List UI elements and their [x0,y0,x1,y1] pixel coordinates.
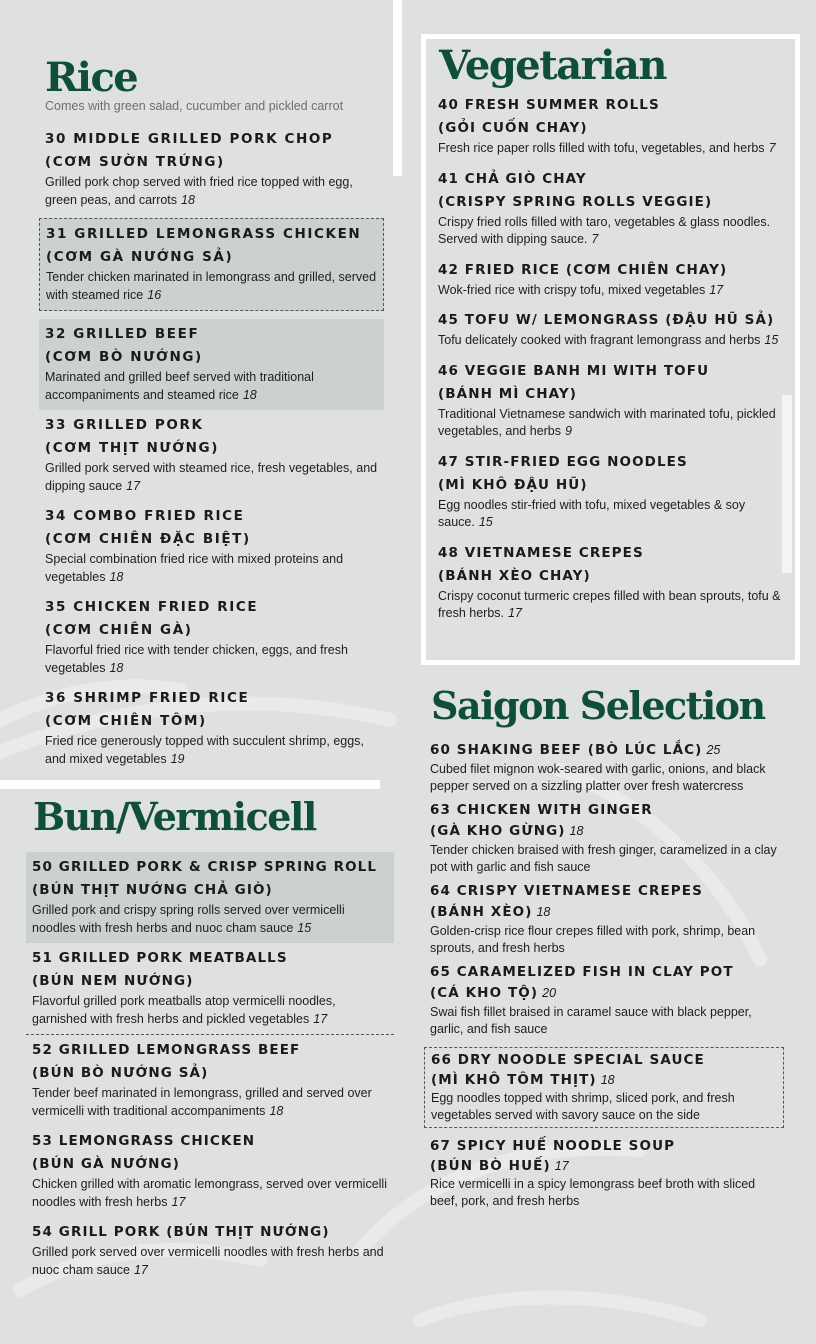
item-price: 7 [768,141,776,155]
item-vietnamese-name: (CÁ KHO TỘ) 20 [430,985,557,1001]
item-name: 64 CRISPY VIETNAMESE CREPES [430,883,703,899]
menu-item [424,1047,784,1128]
item-vietnamese-name: (GỎI CUỐN CHAY) [438,120,588,136]
item-price: 17 [709,282,724,297]
vegetarian-title: Vegetarian [439,42,666,89]
menu-item [39,319,384,410]
item-vietnamese-name: (CƠM CHIÊN GÀ) [45,622,193,638]
menu-item [424,960,784,1041]
item-price: 17 [126,478,141,493]
item-vietnamese-name: (CRISPY SPRING ROLLS VEGGIE) [438,193,713,210]
menu-item [432,356,787,447]
item-description: Egg noodles topped with shrimp, sliced pork, and fresh vegetables served with savory sauce on the side [431,1091,735,1122]
item-name: 46 VEGGIE BANH MI WITH TOFU [438,362,710,379]
menu-item [432,164,787,255]
saigon-title: Saigon Selection [431,683,765,728]
item-description: Swai fish fillet braised in caramel sauce with black pepper, garlic, and fish sauce [430,1005,752,1036]
rice-list [39,124,384,774]
item-vietnamese-name: (BÚN GÀ NƯỚNG) [32,1156,180,1172]
item-description: Flavorful fried rice with tender chicken, eggs, and fresh vegetables 18 [45,643,348,675]
item-description: Grilled pork chop served with fried rice topped with egg, green peas, and carrots 18 [45,175,353,207]
item-price: 7 [591,232,599,246]
menu-item [26,1126,394,1217]
item-vietnamese-name: (MÌ KHÔ ĐẬU HŨ) [438,476,588,493]
menu-item [432,90,787,164]
item-name: 45 TOFU W/ LEMONGRASS (ĐẬU HŨ SẢ) [438,312,775,328]
menu-item [39,410,384,501]
item-price: 18 [569,824,584,838]
item-description: Cubed filet mignon wok-seared with garlic, onions, and black pepper served on a sizzling platter over fresh watercress [430,762,766,793]
item-price: 9 [565,424,572,438]
item-price: 17 [313,1011,328,1026]
menu-item [424,798,784,879]
item-description: Tofu delicately cooked with fragrant lemongrass and herbs 15 [438,333,779,347]
menu-item [26,1035,394,1126]
item-name: 52 GRILLED LEMONGRASS BEEF [32,1042,301,1058]
item-price: 15 [478,515,493,529]
item-name: 36 SHRIMP FRIED RICE [45,690,250,706]
item-price: 18 [269,1103,284,1118]
item-description: Marinated and grilled beef served with traditional accompaniments and steamed rice 18 [45,370,314,402]
menu-item [424,879,784,960]
item-name: 51 GRILLED PORK MEATBALLS [32,950,288,966]
item-name: 48 VIETNAMESE CREPES [438,544,644,561]
menu-item [432,255,787,306]
menu-item [39,501,384,592]
item-name: 30 MIDDLE GRILLED PORK CHOP [45,131,334,147]
item-price: 17 [554,1159,569,1173]
item-name: 35 CHICKEN FRIED RICE [45,599,259,615]
item-price: 20 [542,986,557,1000]
item-description: Crispy coconut turmeric crepes filled with bean sprouts, tofu & fresh herbs. 17 [438,588,781,620]
item-description: Fried rice generously topped with succulent shrimp, eggs, and mixed vegetables 19 [45,734,364,766]
item-price: 18 [600,1073,615,1087]
item-price: 17 [133,1262,148,1277]
menu-item [432,538,787,629]
item-name: 63 CHICKEN WITH GINGER [430,802,653,818]
item-vietnamese-name: (BÚN THỊT NƯỚNG CHẢ GIÒ) [32,882,273,898]
item-vietnamese-name: (BÁNH MÌ CHAY) [438,385,578,402]
item-price: 17 [508,606,522,620]
item-name: 34 COMBO FRIED RICE [45,508,245,524]
item-name: 40 FRESH SUMMER ROLLS [438,97,660,113]
item-name: 33 GRILLED PORK [45,417,204,433]
rice-subtitle: Comes with green salad, cucumber and pickled carrot [45,99,344,113]
item-vietnamese-name: (CƠM SƯỜN TRỨNG) [45,154,225,170]
item-description: Tender chicken marinated in lemongrass and grilled, served with steamed rice 16 [46,270,377,302]
item-description: Crispy fried rolls filled with taro, vegetables & glass noodles. Served with dipping sauce. 7 [438,214,771,246]
item-description: Fresh rice paper rolls filled with tofu, vegetables, and herbs 7 [438,141,776,155]
item-description: Tender chicken braised with fresh ginger, caramelized in a clay pot with garlic and fish sauce [430,843,777,874]
item-price: 18 [242,387,257,402]
item-vietnamese-name: (CƠM CHIÊN TÔM) [45,713,207,729]
item-description: Flavorful grilled pork meatballs atop vermicelli noodles, garnished with fresh herbs and pickled vegetables 17 [32,994,336,1026]
item-price: 15 [764,333,779,347]
item-description: Grilled pork served over vermicelli noodles with fresh herbs and nuoc cham sauce 17 [32,1245,384,1277]
vegetarian-list [432,90,787,629]
item-name: 32 GRILLED BEEF [45,326,200,342]
item-price: 19 [170,751,185,766]
item-price: 18 [109,660,124,675]
item-description: Tender beef marinated in lemongrass, grilled and served over vermicelli with traditional accompaniments 18 [32,1086,372,1118]
item-vietnamese-name: (GÀ KHO GỪNG) 18 [430,823,584,839]
item-name: 42 FRIED RICE (CƠM CHIÊN CHAY) [438,261,728,278]
menu-item [39,683,384,774]
item-description: Chicken grilled with aromatic lemongrass, served over vermicelli noodles with fresh herbs 17 [32,1177,387,1209]
item-price: 18 [109,569,124,584]
item-price: 15 [297,920,312,935]
item-description: Grilled pork and crispy spring rolls served over vermicelli noodles with fresh herbs and nuoc cham sauce 15 [32,903,345,935]
item-price: 25 [706,743,721,757]
item-name: 54 GRILL PORK (BÚN THỊT NƯỚNG) [32,1224,330,1240]
menu-item [39,592,384,683]
item-vietnamese-name: (BÚN NEM NƯỚNG) [32,973,194,989]
top-divider [393,0,402,176]
item-description: Grilled pork served with steamed rice, fresh vegetables, and dipping sauce 17 [45,461,378,493]
item-vietnamese-name: (BÁNH XÈO) 18 [430,904,551,920]
item-description: Golden-crisp rice flour crepes filled with pork, shrimp, bean sprouts, and fresh herbs [430,924,756,955]
item-vietnamese-name: (CƠM GÀ NƯỚNG SẢ) [46,249,234,265]
menu-item [26,1217,394,1285]
item-price: 17 [171,1194,186,1209]
bun-divider [0,780,380,789]
menu-item [432,447,787,538]
item-vietnamese-name: (BÚN BÒ HUẾ) 17 [430,1158,569,1174]
item-name: 53 LEMONGRASS CHICKEN [32,1133,256,1149]
item-name: 66 DRY NOODLE SPECIAL SAUCE [431,1052,705,1068]
saigon-list [424,738,784,1213]
menu-item [39,218,384,311]
item-name: 67 SPICY HUẾ NOODLE SOUP [430,1138,676,1154]
menu-item [424,738,784,798]
item-name: 41 CHẢ GIÒ CHAY [438,170,587,187]
item-name: 31 GRILLED LEMONGRASS CHICKEN [46,226,362,242]
item-vietnamese-name: (BÁNH XÈO CHAY) [438,567,591,584]
item-name: 50 GRILLED PORK & CRISP SPRING ROLL [32,859,378,875]
item-description: Egg noodles stir-fried with tofu, mixed vegetables & soy sauce. 15 [438,497,746,529]
item-name: 47 STIR-FRIED EGG NOODLES [438,453,688,470]
item-description: Special combination fried rice with mixed proteins and vegetables 18 [45,552,344,584]
item-description: Traditional Vietnamese sandwich with marinated tofu, pickled vegetables, and herbs 9 [438,406,776,438]
menu-item [432,305,787,356]
item-description: Wok-fried rice with crispy tofu, mixed vegetables 17 [438,282,724,297]
item-vietnamese-name: (CƠM CHIÊN ĐẶC BIỆT) [45,531,251,547]
item-price: 18 [536,905,551,919]
rice-title: Rice [45,54,138,101]
menu-item [26,943,394,1035]
menu-item [26,852,394,943]
item-vietnamese-name: (MÌ KHÔ TÔM THỊT) 18 [431,1072,615,1088]
bun-list [26,852,394,1285]
item-vietnamese-name: (CƠM THỊT NƯỚNG) [45,440,219,456]
item-description: Rice vermicelli in a spicy lemongrass beef broth with sliced beef, pork, and fresh herbs [430,1177,756,1208]
item-price: 16 [147,287,162,302]
item-name: 60 SHAKING BEEF (BÒ LÚC LẮC) 25 [430,742,721,758]
item-name: 65 CARAMELIZED FISH IN CLAY POT [430,964,734,980]
menu-item [424,1134,784,1213]
bun-title: Bun/Vermicell [33,794,316,839]
menu-item [39,124,384,215]
item-price: 18 [181,192,195,207]
item-vietnamese-name: (CƠM BÒ NƯỚNG) [45,349,203,365]
item-vietnamese-name: (BÚN BÒ NƯỚNG SẢ) [32,1065,209,1081]
